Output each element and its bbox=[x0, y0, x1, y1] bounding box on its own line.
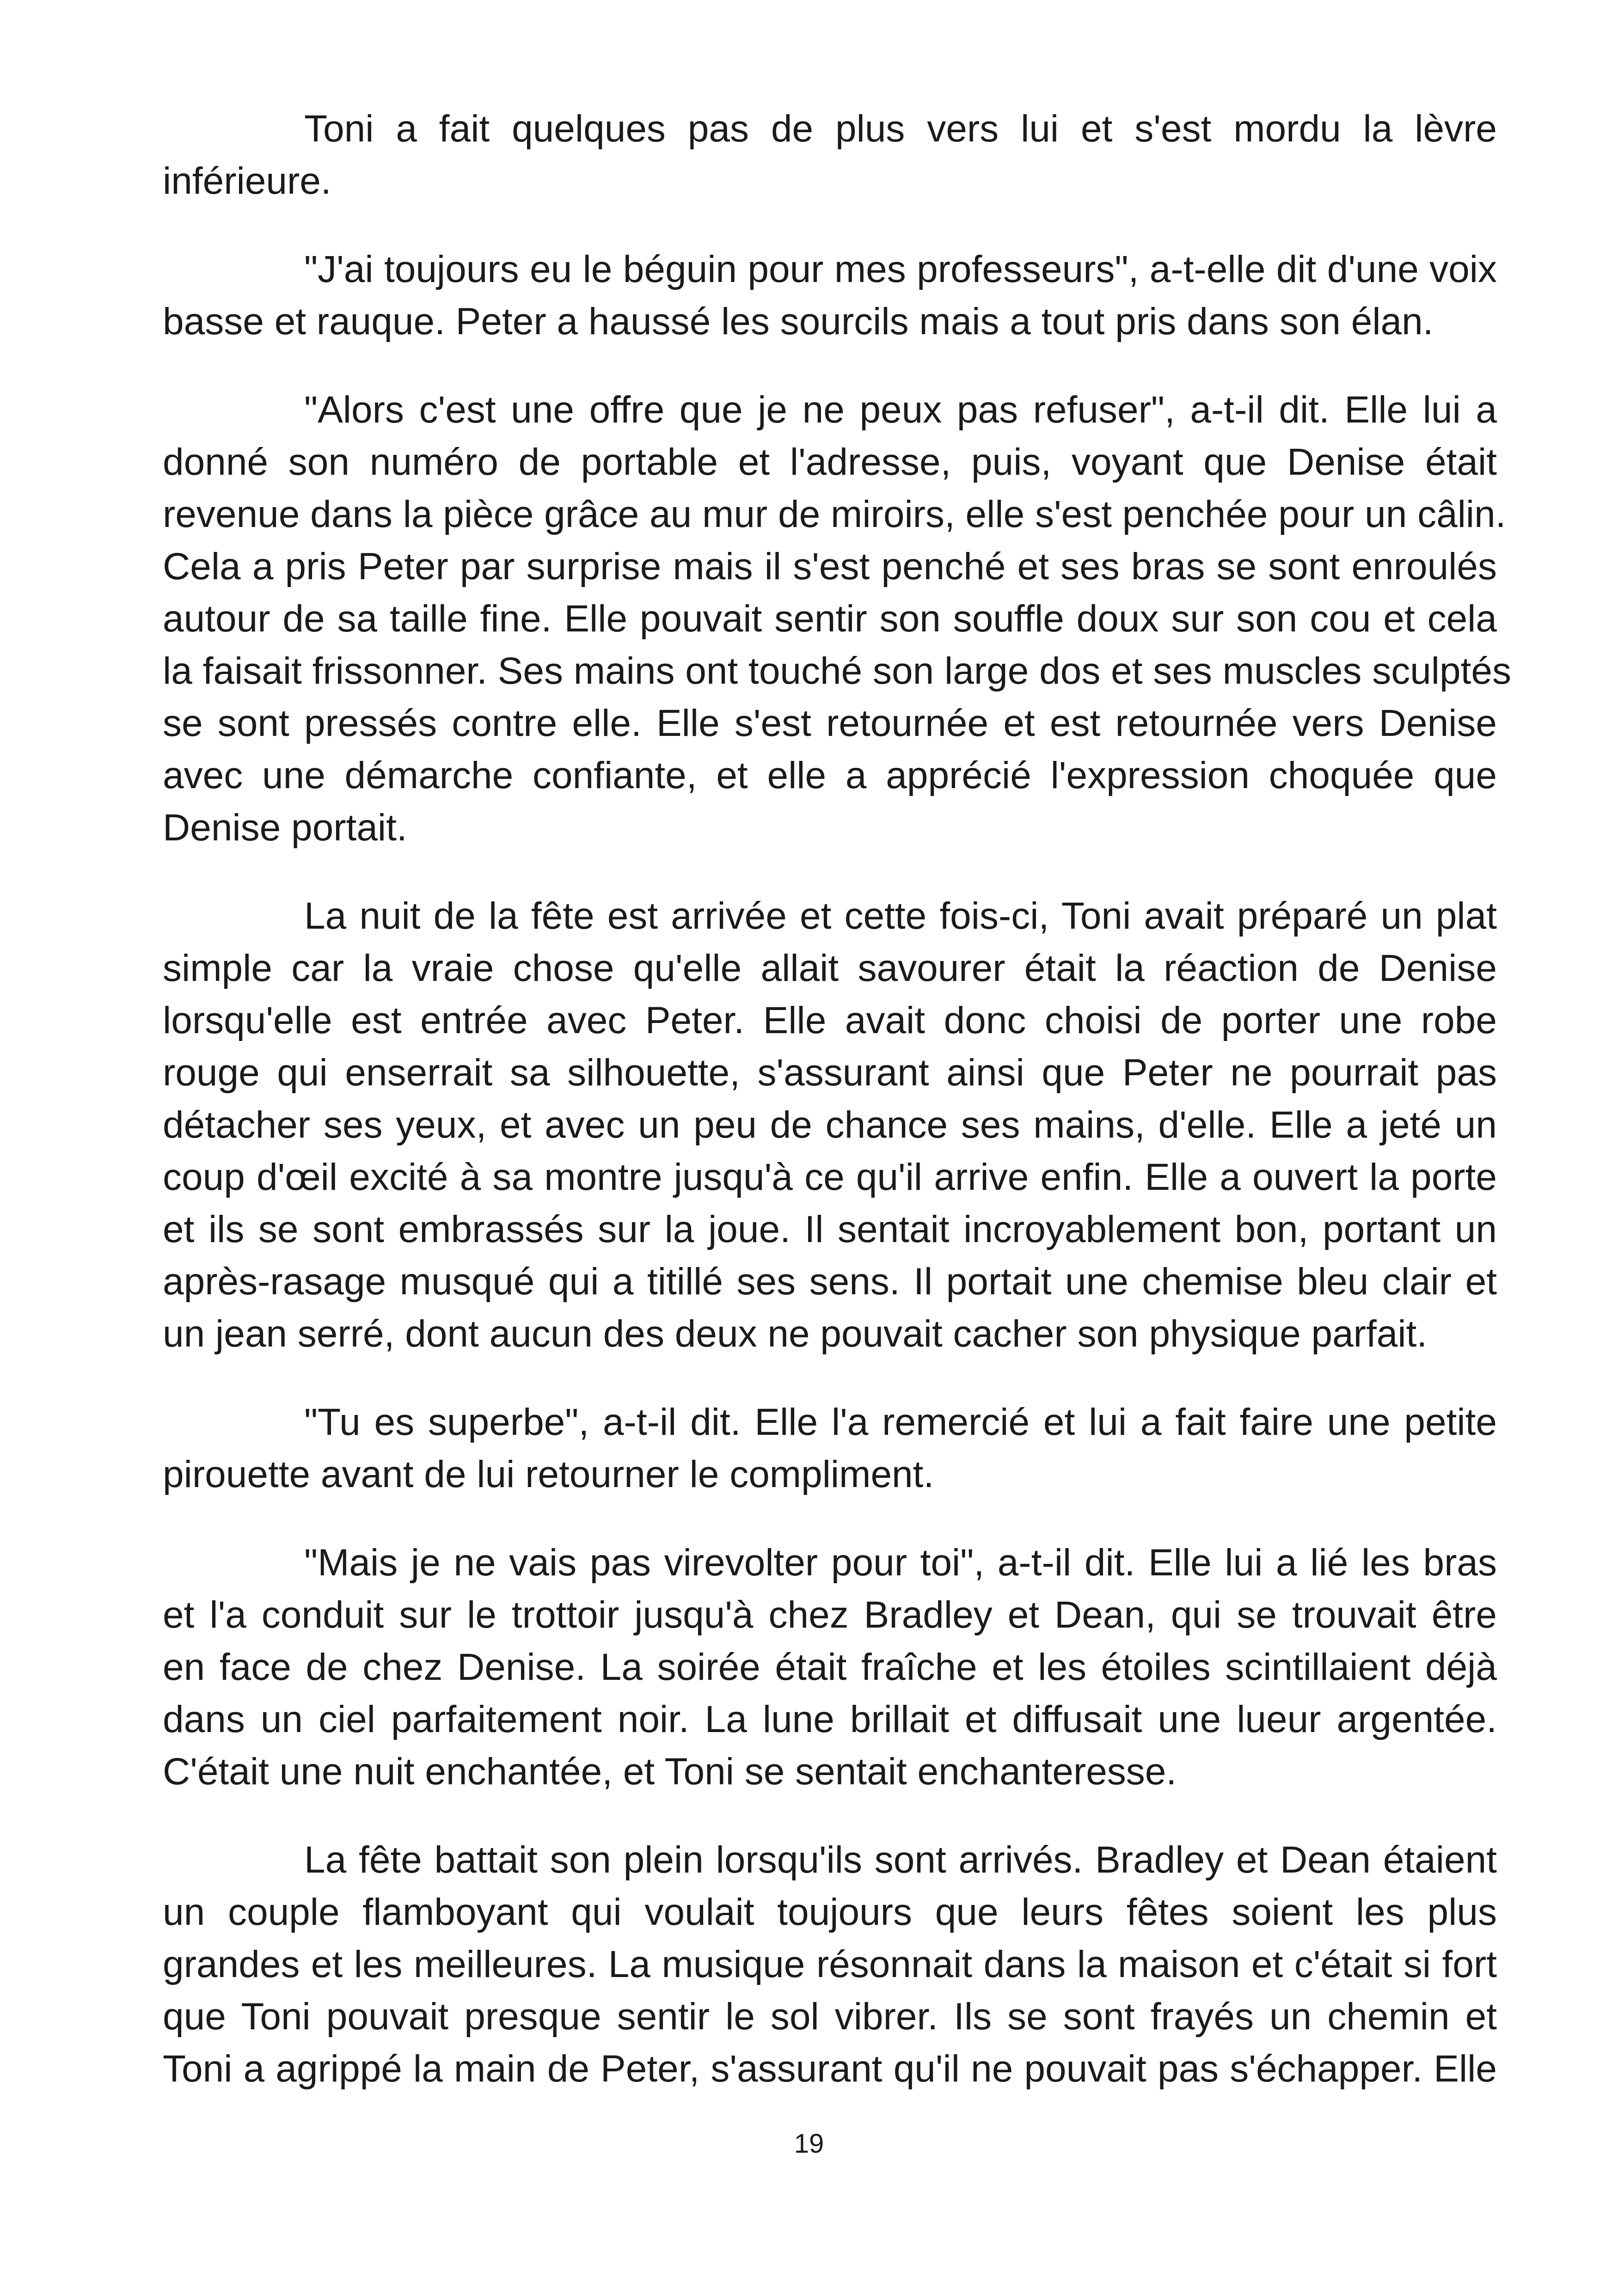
text-line: donné son numéro de portable et l'adresse, puis, voyant que Denise était bbox=[163, 441, 1497, 483]
text-line: La fête battait son plein lorsqu'ils sont arrivés. Bradley et Dean étaient bbox=[304, 1839, 1497, 1881]
text-line: se sont pressés contre elle. Elle s'est retournée et est retournée vers Denise bbox=[163, 702, 1497, 744]
text-line: "Alors c'est une offre que je ne peux pas refuser", a-t-il dit. Elle lui a bbox=[304, 389, 1497, 431]
text-line: basse et rauque. Peter a haussé les sourcils mais a tout pris dans son élan. bbox=[163, 300, 1434, 343]
text-line: inférieure. bbox=[163, 160, 331, 202]
text-line: grandes et les meilleures. La musique résonnait dans la maison et c'était si fort bbox=[163, 1943, 1497, 1985]
text-line: autour de sa taille fine. Elle pouvait sentir son souffle doux sur son cou et cela bbox=[163, 598, 1497, 640]
text-line: "Mais je ne vais pas virevolter pour toi", a-t-il dit. Elle lui a lié les bras bbox=[304, 1542, 1497, 1584]
paragraph bbox=[163, 1396, 1497, 1500]
text-line: La nuit de la fête est arrivée et cette fois-ci, Toni avait préparé un plat bbox=[304, 895, 1497, 937]
text-line: la faisait frissonner. Ses mains ont touché son large dos et ses muscles sculptés bbox=[163, 650, 1512, 692]
page-number: 19 bbox=[794, 2129, 824, 2159]
paragraph bbox=[163, 384, 1512, 854]
paragraph bbox=[163, 890, 1497, 1360]
text-line: Cela a pris Peter par surprise mais il s'est penché et ses bras se sont enroulés bbox=[163, 545, 1497, 588]
text-line: dans un ciel parfaitement noir. La lune brillait et diffusait une lueur argentée. bbox=[163, 1698, 1497, 1740]
text-line: simple car la vraie chose qu'elle allait savourer était la réaction de Denise bbox=[163, 947, 1497, 989]
text-line: en face de chez Denise. La soirée était fraîche et les étoiles scintillaient déjà bbox=[163, 1646, 1497, 1688]
text-line: après-rasage musqué qui a titillé ses sens. Il portait une chemise bleu clair et bbox=[163, 1261, 1497, 1303]
text-line: coup d'œil excité à sa montre jusqu'à ce qu'il arrive enfin. Elle a ouvert la porte bbox=[163, 1156, 1497, 1198]
text-line: avec une démarche confiante, et elle a apprécié l'expression choquée que bbox=[163, 754, 1497, 796]
text-line: lorsqu'elle est entrée avec Peter. Elle avait donc choisi de porter une robe bbox=[163, 999, 1497, 1041]
paragraph bbox=[163, 1537, 1497, 1798]
text-line: un couple flamboyant qui voulait toujours que leurs fêtes soient les plus bbox=[163, 1891, 1497, 1933]
text-line: pirouette avant de lui retourner le compliment. bbox=[163, 1453, 934, 1495]
text-line: et l'a conduit sur le trottoir jusqu'à chez Bradley et Dean, qui se trouvait être bbox=[163, 1594, 1497, 1636]
text-line: Denise portait. bbox=[163, 807, 407, 849]
paragraph bbox=[163, 243, 1497, 348]
text-line: un jean serré, dont aucun des deux ne pouvait cacher son physique parfait. bbox=[163, 1313, 1428, 1355]
text-line: Toni a fait quelques pas de plus vers lui et s'est mordu la lèvre bbox=[304, 108, 1497, 150]
text-line: C'était une nuit enchantée, et Toni se sentait enchanteresse. bbox=[163, 1751, 1177, 1793]
text-line: que Toni pouvait presque sentir le sol vibrer. Ils se sont frayés un chemin et bbox=[163, 1996, 1497, 2038]
text-line: détacher ses yeux, et avec un peu de chance ses mains, d'elle. Elle a jeté un bbox=[163, 1104, 1497, 1146]
text-line: et ils se sont embrassés sur la joue. Il sentait incroyablement bon, portant un bbox=[163, 1208, 1497, 1250]
text-line: "Tu es superbe", a-t-il dit. Elle l'a remercié et lui a fait faire une petite bbox=[304, 1401, 1497, 1443]
paragraph bbox=[163, 1834, 1497, 2095]
text-line: revenue dans la pièce grâce au mur de miroirs, elle s'est penchée pour un câlin. bbox=[163, 493, 1506, 535]
body-text bbox=[163, 103, 1512, 2131]
paragraph bbox=[163, 103, 1497, 207]
text-line: "J'ai toujours eu le béguin pour mes professeurs", a-t-elle dit d'une voix bbox=[304, 248, 1497, 290]
text-line: rouge qui enserrait sa silhouette, s'assurant ainsi que Peter ne pourrait pas bbox=[163, 1052, 1497, 1094]
text-line: Toni a agrippé la main de Peter, s'assurant qu'il ne pouvait pas s'échapper. Elle bbox=[163, 2048, 1497, 2090]
